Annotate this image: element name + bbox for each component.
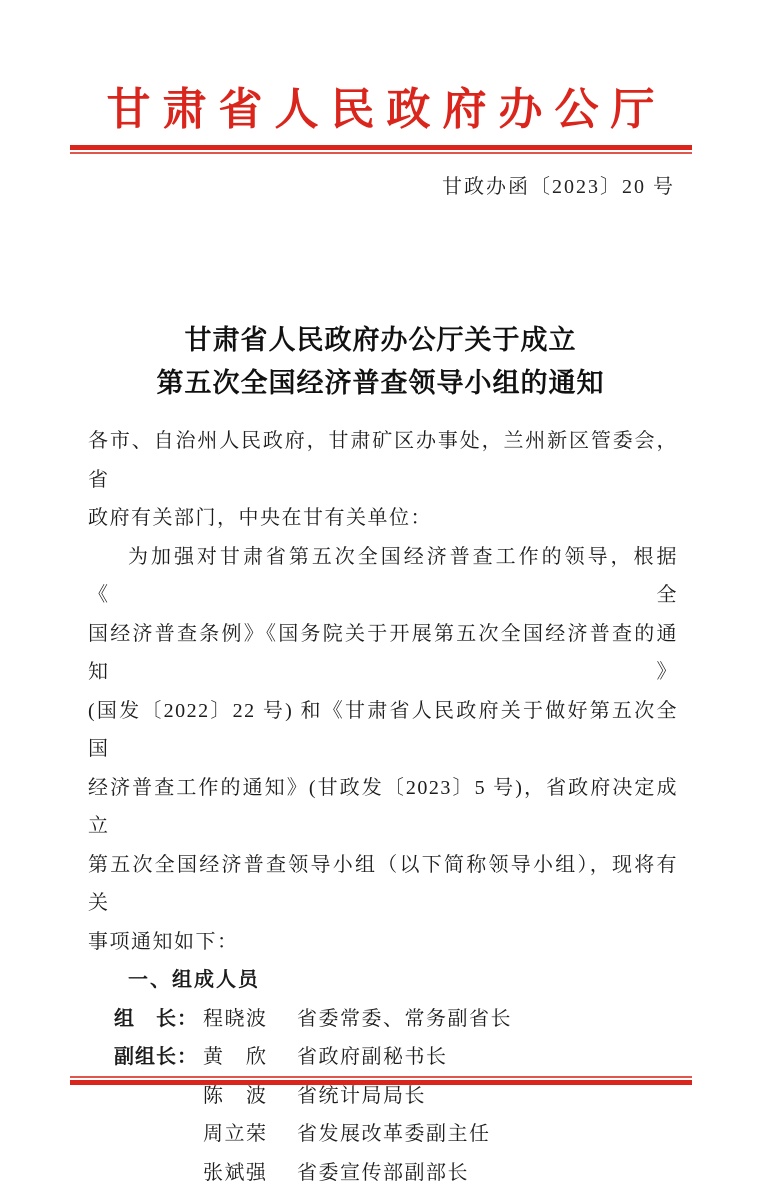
roster-role-label: 副组长： [114,1038,203,1077]
document-title [0,319,761,405]
roster-person-title: 省发展改革委副主任 [297,1115,678,1154]
roster-row [114,1000,678,1039]
roster-person-title: 省委宣传部副部长 [297,1154,678,1192]
body-line: 国经济普查条例》《国务院关于开展第五次全国经济普查的通知》 [88,615,678,692]
roster-person-name: 陈 波 [203,1077,297,1116]
roster-person-name: 黄 欣 [203,1038,297,1077]
letterhead-double-rule [70,145,692,154]
body-line: 第五次全国经济普查领导小组（以下简称领导小组），现将有关 [88,846,678,923]
roster-person-title: 省政府副秘书长 [297,1038,678,1077]
rule-thin-line [70,152,692,154]
body-line: (国发〔2022〕22 号) 和《甘肃省人民政府关于做好第五次全国 [88,692,678,769]
notice-document [0,86,761,1161]
body-line: 政府有关部门，中央在甘有关单位： [88,499,678,538]
footer-double-rule [70,1076,692,1085]
roster-row [114,1038,678,1077]
roster-row [114,1115,678,1154]
section-heading: 一、组成人员 [128,961,678,1000]
document-title-line2: 第五次全国经济普查领导小组的通知 [0,362,761,405]
doc-number: 甘政办函〔2023〕20 号 [88,170,675,199]
roster-row [114,1154,678,1192]
roster-person-name: 程晓波 [203,1000,297,1039]
body-line: 事项通知如下： [88,923,678,962]
roster-role-label: 组 长： [114,1000,203,1039]
roster-role-label [114,1154,203,1192]
roster-person-name: 周立荣 [203,1115,297,1154]
roster-person-title: 省委常委、常务副省长 [297,1000,678,1039]
roster-person-name: 张斌强 [203,1154,297,1192]
body-line: 经济普查工作的通知》(甘政发〔2023〕5 号)，省政府决定成立 [88,769,678,846]
letterhead-org-name: 甘肃省人民政府办公厅 [0,86,761,134]
roster-person-title: 省统计局局长 [297,1077,678,1116]
document-title-line1: 甘肃省人民政府办公厅关于成立 [0,319,761,362]
rule-thick-line [70,1080,692,1085]
body-line: 各市、自治州人民政府，甘肃矿区办事处，兰州新区管委会，省 [88,422,678,499]
body-line: 为加强对甘肃省第五次全国经济普查工作的领导，根据《全 [88,538,678,615]
roster-role-label [114,1115,203,1154]
